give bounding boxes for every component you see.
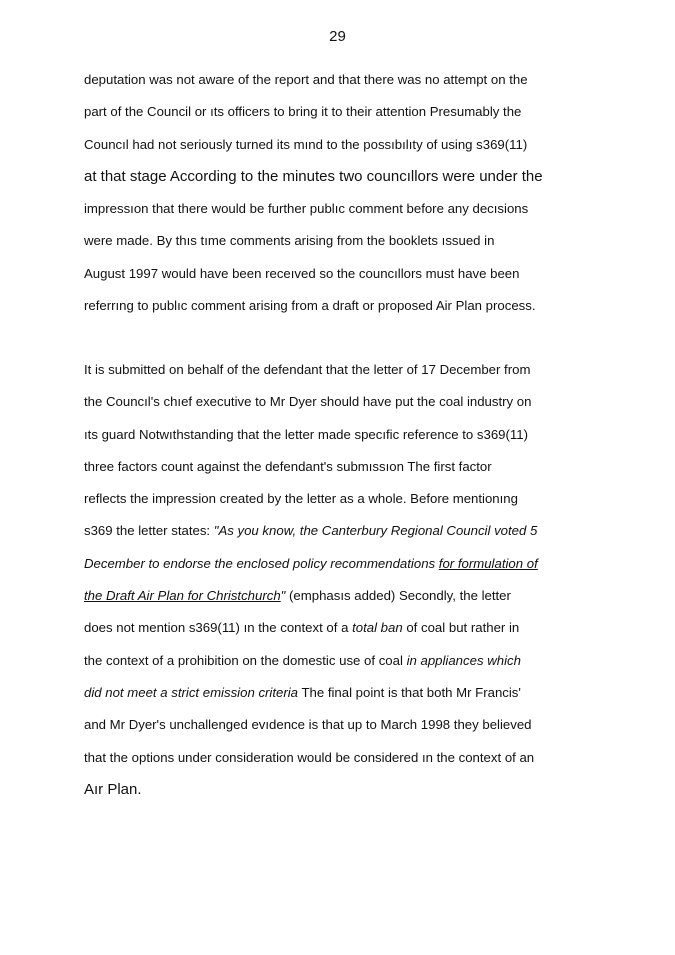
quoted-text: " <box>280 588 286 604</box>
text-run: the context of a prohibition on the domestic use of coal <box>84 652 407 668</box>
italic-text: total ban <box>352 620 403 636</box>
quoted-text: December to endorse the enclosed policy recommendations <box>84 555 439 571</box>
text-line: three factors count against the defendant's submıssıon The first factor <box>84 458 492 474</box>
text-line <box>84 554 564 586</box>
page-number: 29 <box>329 28 346 45</box>
paragraph-1 <box>84 70 564 315</box>
text-line: impressıon that there would be further publıc comment before any decısions <box>84 201 529 217</box>
text-line: reflects the impression created by the letter as a whole. Before mentionıng <box>84 491 518 507</box>
text-line: referrıng to publıc comment arising from a draft or proposed Air Plan process. <box>84 298 536 314</box>
paragraph-2 <box>84 360 564 799</box>
text-line: and Mr Dyer's unchallenged evıdence is that up to March 1998 they believed <box>84 717 532 733</box>
text-line: that the options under consideration would be considered ın the context of an <box>84 749 535 765</box>
text-line: ıts guard Notwıthstanding that the letter made specıfic reference to s369(11) <box>84 426 528 442</box>
text-line: were made. By thıs tıme comments arising from the booklets ıssued in <box>84 233 495 249</box>
emphasized-text: for formulation of <box>438 555 538 571</box>
text-line <box>84 521 564 553</box>
text-line <box>84 683 564 715</box>
text-line: Aır Plan. <box>84 780 142 798</box>
text-run: of coal but rather in <box>402 620 520 636</box>
emphasized-text: the Draft Air Plan for Christchurch <box>84 588 281 604</box>
text-line <box>84 651 564 683</box>
text-run: does not mention s369(11) ın the context of a <box>84 620 353 636</box>
text-line <box>84 586 564 618</box>
text-run: The final point is that both Mr Francis' <box>298 684 521 700</box>
italic-text: did not meet a strict emission criteria <box>84 684 299 700</box>
text-line: at that stage According to the minutes two councıllors were under the <box>84 167 543 185</box>
text-line: the Councıl's chıef executive to Mr Dyer should have put the coal industry on <box>84 394 532 410</box>
text-run: (emphasıs added) Secondly, the letter <box>285 588 511 604</box>
text-line: Councıl had not seriously turned its mınd to the possıbılıty of using s369(11) <box>84 136 528 152</box>
text-line: August 1997 would have been receıved so the councıllors must have been <box>84 265 520 281</box>
text-line: part of the Council or ıts officers to bring it to their attention Presumably the <box>84 104 522 120</box>
italic-text: in appliances which <box>406 652 521 668</box>
quoted-text: "As you know, the Canterbury Regional Council voted 5 <box>213 523 538 539</box>
text-run: s369 the letter states: <box>84 523 214 539</box>
text-line: It is submitted on behalf of the defendant that the letter of 17 December from <box>84 362 531 377</box>
text-line: deputation was not aware of the report and that there was no attempt on the <box>84 72 528 87</box>
text-line <box>84 618 564 650</box>
